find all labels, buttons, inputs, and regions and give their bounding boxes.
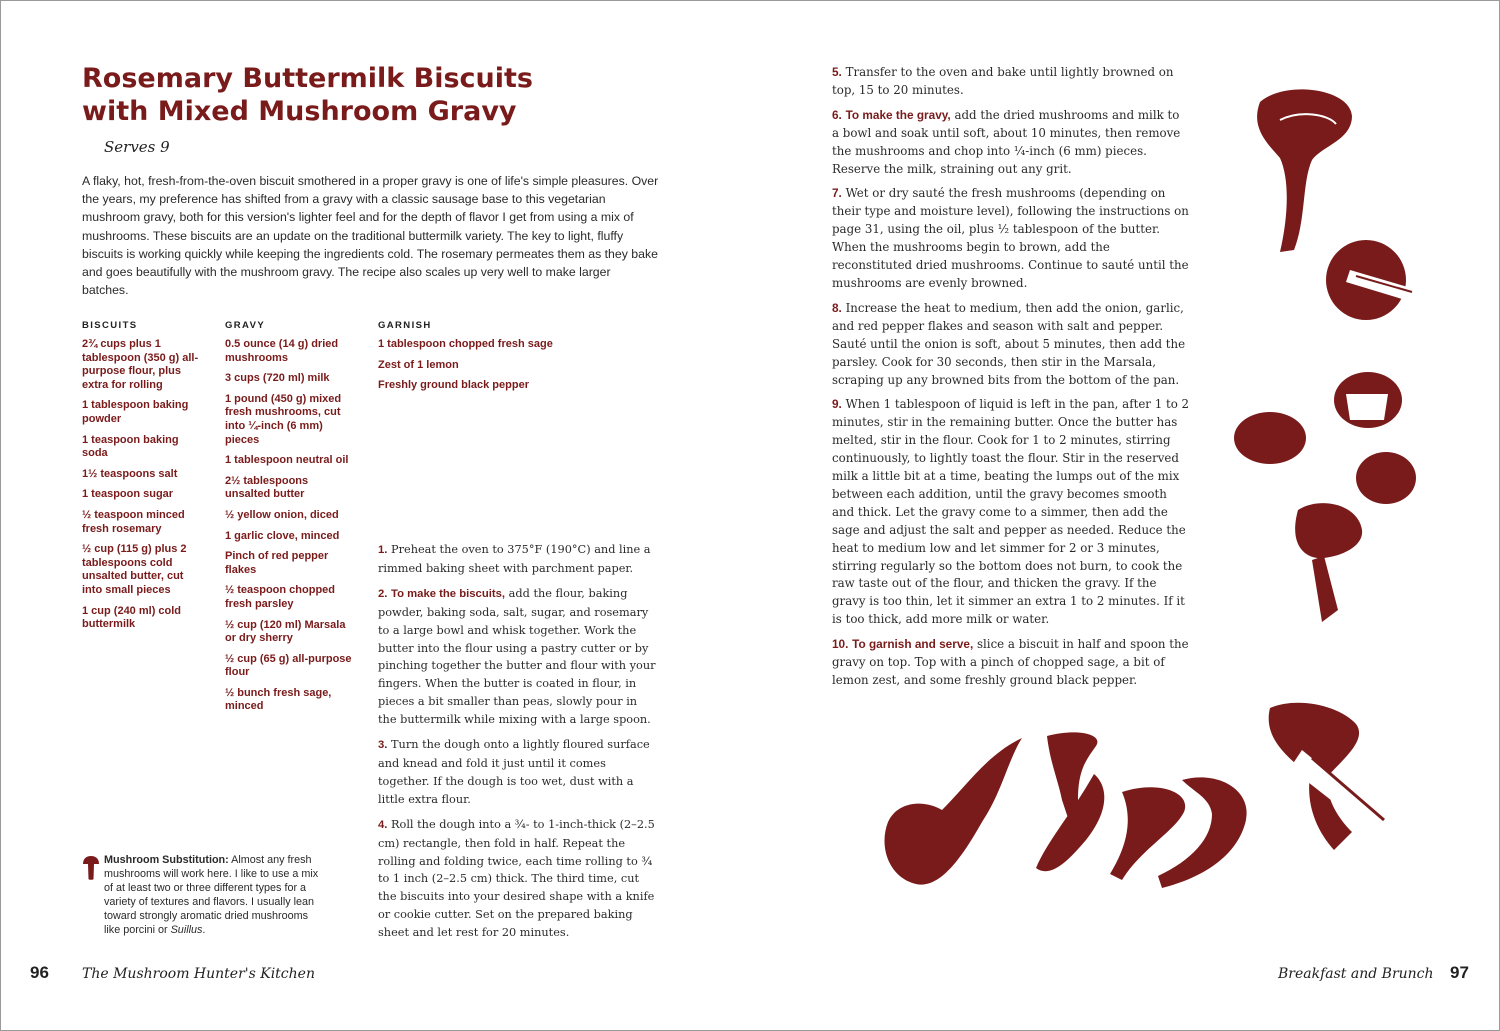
ingredient-item: 1 tablespoon baking powder	[82, 399, 189, 425]
ingredients-biscuits	[82, 320, 200, 639]
ingredient-item: Freshly ground black pepper	[378, 379, 529, 392]
method-step	[832, 185, 1190, 292]
step-number: 10.	[832, 637, 849, 652]
title-line-2: with Mixed Mushroom Gravy	[82, 96, 517, 127]
ingredient-item: ½ cup (65 g) all-purpose flour	[225, 652, 352, 679]
method-step	[378, 541, 656, 578]
method-step	[378, 816, 656, 942]
ingredient-item: ½ cup (120 ml) Marsala or dry sherry	[225, 618, 346, 645]
page-number-left: 96	[30, 963, 49, 982]
running-title-right: Breakfast and Brunch	[1278, 966, 1434, 982]
tip-body: Almost any fresh mushrooms will work here. I like to use a mix of at least two or three different types for a variety of textures and flavors. I usually lean toward strongly aromatic dried mushrooms like porcini or	[104, 854, 319, 936]
tip-italic: Suillus	[170, 924, 203, 936]
mushroom-illustration-middle	[1228, 360, 1418, 660]
step-text: Wet or dry sauté the fresh mushrooms (depending on their type and moisture level), following the instructions on page 31, using the oil, plus ½ tablespoon of the butter. When the mushrooms begin to brown, add the reconstituted dried mushrooms. Continue to sauté until the mushrooms are evenly browned.	[832, 186, 1189, 290]
method-step	[832, 396, 1190, 629]
step-number: 5.	[832, 65, 842, 79]
ingredient-item: 1 teaspoon sugar	[82, 488, 174, 501]
ingredient-item: 1 garlic clove, minced	[225, 529, 340, 542]
step-number: 9.	[832, 397, 842, 412]
method-steps-left	[378, 541, 656, 949]
ingredient-item: ½ teaspoon minced fresh rosemary	[82, 508, 185, 535]
step-text: Roll the dough into a ¾- to 1-inch-thick (2–2.5 cm) rectangle, then fold in half. Repeat the rolling and folding twice, each time rolling to ¾ to 1 inch (2–2.5 cm) thick. The third time, cut the biscuits into your desired shape with a knife or cookie cutter. Set on the prepared baking sheet and let rest for 20 minutes.	[378, 817, 655, 940]
ingredient-item: 1 tablespoon chopped fresh sage	[378, 338, 553, 350]
step-text: Increase the heat to medium, then add the onion, garlic, and red pepper flakes and season with salt and pepper. Sauté until the onion is soft, about 5 minutes, then add the parsley. Cook for 30 seconds, then stir in the Marsala, scraping up any browned bits from the bottom of the pan.	[832, 300, 1186, 387]
step-number: 8.	[832, 300, 842, 315]
step-number: 7.	[832, 186, 842, 201]
ingredient-item: ½ yellow onion, diced	[225, 508, 339, 521]
tip-box	[82, 853, 322, 937]
method-step	[832, 300, 1190, 390]
title-line-1: Rosemary Buttermilk Biscuits	[82, 63, 533, 94]
ingredients-gravy	[225, 320, 353, 721]
ingredient-item: 1½ teaspoons salt	[82, 467, 178, 480]
mushroom-icon	[82, 855, 100, 881]
step-text: When 1 tablespoon of liquid is left in the pan, after 1 to 2 minutes, stir in the remaining butter. Once the butter has melted, stir in the flour. Cook for 1 to 2 minutes, stirring continuously, to lightly toast the flour. Stir in the reserved milk a little bit at a time, beating the lumps out of the mix between each addition, until the gravy becomes smooth and thick. Let the gravy come to a simmer, then add the sage and adjust the salt and pepper as needed. Reduce the heat to medium low and let simmer for 2 or 3 minutes, stirring regularly so the bottom does not burn, to cook the raw taste out of the flour, and thicken the gravy. If the gravy is too thin, let it simmer an extra 1 to 2 minutes. If it is too thick, add more milk or water.	[832, 397, 1190, 627]
ingredient-list	[82, 338, 200, 632]
ingredient-item: Pinch of red pepper flakes	[225, 550, 329, 576]
ingredient-item: 1 tablespoon neutral oil	[225, 454, 349, 467]
step-number: 2.	[378, 587, 388, 600]
step-text: Preheat the oven to 375°F (190°C) and line a rimmed baking sheet with parchment paper.	[378, 543, 651, 575]
step-number: 6.	[832, 107, 842, 122]
method-step	[378, 585, 656, 729]
step-number: 1.	[378, 544, 388, 556]
ingredient-list	[378, 338, 578, 393]
serves-label: Serves 9	[104, 138, 170, 156]
step-text: Transfer to the oven and bake until lightly browned on top, 15 to 20 minutes.	[832, 65, 1174, 97]
running-title-left: The Mushroom Hunter's Kitchen	[82, 966, 315, 982]
ingredient-item: 1 cup (240 ml) cold buttermilk	[82, 604, 182, 631]
page-number-right: 97	[1450, 963, 1469, 982]
step-number: 3.	[378, 739, 388, 752]
step-lead: To garnish and serve,	[852, 637, 974, 652]
ingredient-item: 1 pound (450 g) mixed fresh mushrooms, cut into ¼-inch (6 mm) pieces	[225, 392, 342, 446]
mushroom-illustration-top	[1240, 80, 1440, 320]
ingredients-heading: GARNISH	[378, 320, 432, 331]
step-text: add the dried mushrooms and milk to a bowl and soak until soft, about 10 minutes, then remove the mushrooms and chop into ¼-inch (6 mm) pieces. Reserve the milk, straining out any grit.	[832, 107, 1181, 176]
step-text: slice a biscuit in half and spoon the gravy on top. Top with a pinch of chopped sage, a bit of lemon zest, and some freshly ground black pepper.	[832, 637, 1189, 687]
tip-text	[82, 853, 322, 937]
ingredient-item: Zest of 1 lemon	[378, 358, 459, 371]
mushroom-illustration-bottom	[872, 700, 1432, 910]
ingredients-heading: GRAVY	[225, 320, 266, 331]
method-steps-right	[832, 64, 1190, 697]
step-text: add the flour, baking powder, baking soda, salt, sugar, and rosemary to a large bowl and whisk together. Work the butter into the flour using a pastry cutter or by pinching together the butter and flour with your fingers. When the butter is coated in flour, in pieces a bit smaller than peas, slowly pour in the buttermilk while mixing with a large spoon.	[378, 586, 656, 727]
step-number: 4.	[378, 818, 388, 831]
step-text: Turn the dough onto a lightly floured surface and knead and fold it just until it comes together. If the dough is too wet, dust with a little extra flour.	[378, 738, 650, 806]
tip-lead: Mushroom Substitution:	[104, 854, 229, 866]
ingredient-list	[225, 338, 353, 714]
ingredient-item: 3 cups (720 ml) milk	[225, 372, 330, 385]
ingredient-item: 0.5 ounce (14 g) dried mushrooms	[225, 338, 339, 364]
step-lead: To make the biscuits,	[391, 587, 506, 600]
recipe-title	[82, 62, 562, 128]
ingredient-item: 2½ tablespoons unsalted butter	[225, 474, 309, 501]
ingredient-item: ½ teaspoon chopped fresh parsley	[225, 584, 336, 610]
ingredient-item: ½ cup (115 g) plus 2 tablespoons cold unsalted butter, cut into small pieces	[82, 543, 187, 596]
method-step	[832, 636, 1190, 690]
step-lead: To make the gravy,	[845, 107, 951, 122]
ingredients-heading: BISCUITS	[82, 320, 138, 331]
ingredient-item: ½ bunch fresh sage, minced	[225, 686, 332, 713]
method-step	[832, 64, 1190, 100]
tip-end: .	[202, 924, 206, 936]
ingredient-item: 2¾ cups plus 1 tablespoon (350 g) all-purpose flour, plus extra for rolling	[82, 338, 199, 391]
method-step	[832, 107, 1190, 179]
ingredients-garnish	[378, 320, 578, 400]
ingredient-item: 1 teaspoon baking soda	[82, 433, 179, 460]
method-step	[378, 736, 656, 809]
intro-paragraph: A flaky, hot, fresh-from-the-oven biscuit smothered in a proper gravy is one of life's simple pleasures. Over the years, my preference has shifted from a gravy with a classic sausage base to this vegetarian mushroom gravy, both for this version's lighter feel and for the depth of flavor I get from using a mix of mushrooms. These biscuits are an update on the traditional buttermilk variety. The key to light, fluffy biscuits is working quickly while keeping the ingredients cold. The rosemary permeates them as they bake and goes beautifully with the mushroom gravy. The recipe also scales up very well to make larger batches.	[82, 174, 659, 298]
